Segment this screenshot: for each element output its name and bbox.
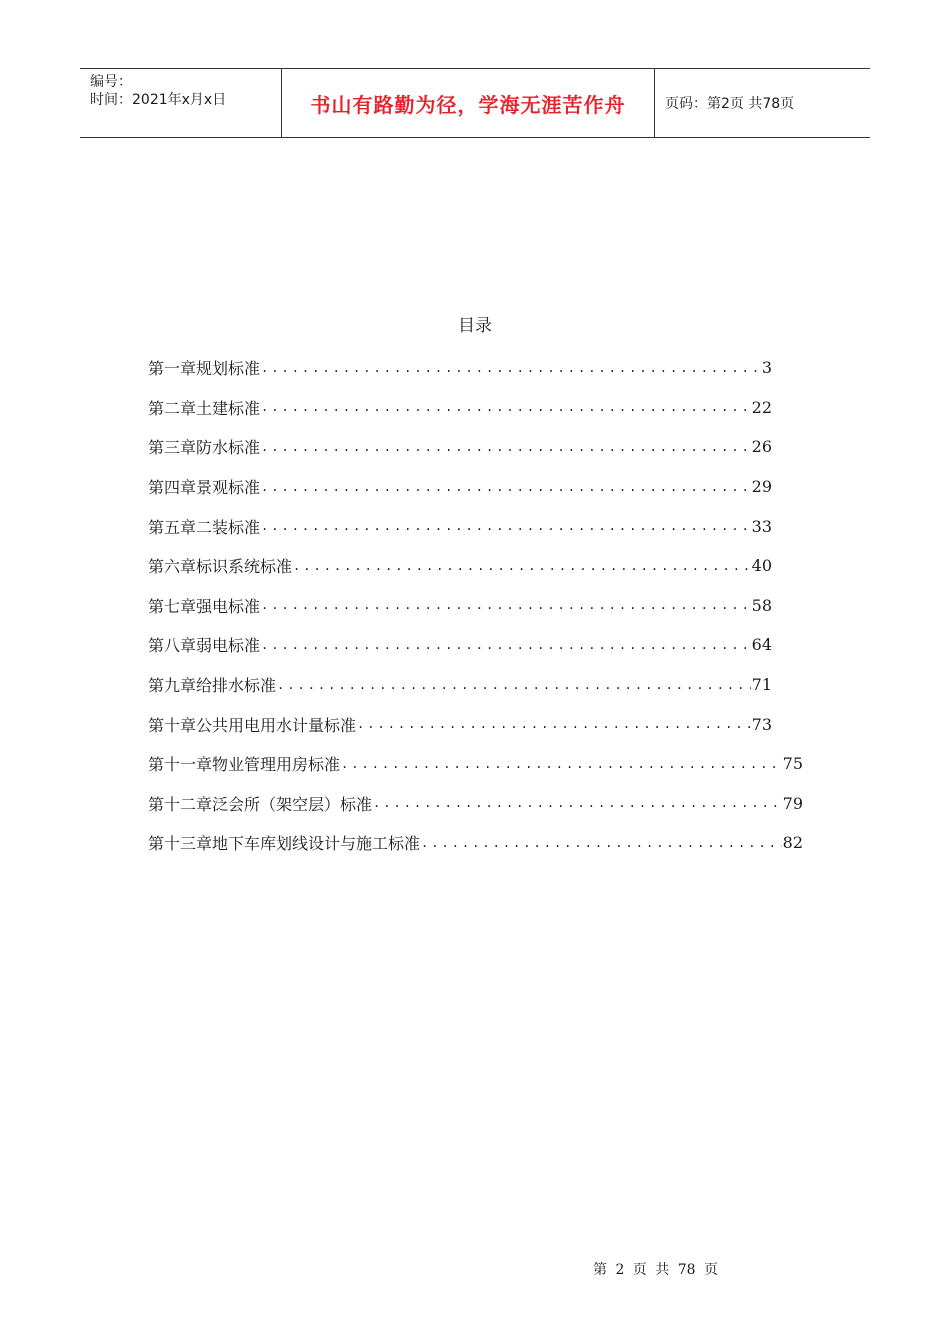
- toc-page-number: 58: [751, 595, 772, 615]
- toc-dot-leader: [341, 757, 782, 771]
- toc-title: 目录: [458, 316, 492, 336]
- toc-chapter-number: 第十一章: [148, 755, 213, 775]
- toc-chapter-number: 第七章: [148, 596, 197, 616]
- header-meta: [80, 69, 280, 137]
- toc-chapter-number: 第五章: [148, 517, 197, 537]
- header-page-info: 页码：第2页 共78页: [665, 96, 795, 112]
- toc-entry[interactable]: [148, 665, 808, 705]
- toc-dot-leader: [261, 361, 761, 375]
- toc-page-number: 22: [751, 397, 772, 417]
- toc-chapter-title: 泛会所（架空层）标准: [212, 794, 373, 814]
- toc-chapter-title: 土建标准: [196, 398, 261, 418]
- toc-dot-leader: [261, 400, 751, 414]
- toc-chapter-title: 弱电标准: [196, 636, 261, 656]
- toc-chapter-number: 第四章: [148, 478, 197, 498]
- toc-dot-leader: [261, 480, 751, 494]
- toc-entry[interactable]: [148, 546, 808, 586]
- header-motto: 书山有路勤为径，学海无涯苦作舟: [310, 92, 626, 117]
- toc-dot-leader: [277, 678, 751, 692]
- toc-chapter-number: 第六章: [148, 557, 197, 577]
- toc-page-number: 75: [782, 754, 803, 774]
- toc-page-number: 64: [751, 635, 772, 655]
- toc-entry[interactable]: [148, 427, 808, 467]
- toc-chapter-number: 第十三章: [148, 834, 213, 854]
- toc-entry[interactable]: [148, 784, 808, 824]
- toc-dot-leader: [373, 796, 782, 810]
- toc-dot-leader: [261, 638, 751, 652]
- toc-page-number: 73: [751, 714, 772, 734]
- toc-entry[interactable]: [148, 625, 808, 665]
- document-number-label: 编号：: [90, 74, 132, 90]
- toc-chapter-number: 第一章: [148, 359, 197, 379]
- toc-chapter-title: 物业管理用房标准: [212, 755, 341, 775]
- toc-chapter-title: 标识系统标准: [196, 557, 293, 577]
- toc-page-number: 3: [761, 358, 772, 378]
- document-time-label: 时间：2021年x月x日: [90, 92, 227, 108]
- toc-chapter-title: 景观标准: [196, 478, 261, 498]
- toc-page-number: 82: [782, 833, 803, 853]
- toc-chapter-title: 强电标准: [196, 596, 261, 616]
- toc-chapter-title: 公共用电用水计量标准: [196, 715, 357, 735]
- toc-chapter-number: 第三章: [148, 438, 197, 458]
- toc-entry[interactable]: [148, 506, 808, 546]
- document-header: [80, 68, 870, 138]
- toc-entry[interactable]: [148, 348, 808, 388]
- toc-dot-leader: [421, 836, 782, 850]
- toc-page-number: 79: [782, 793, 803, 813]
- toc-dot-leader: [293, 559, 751, 573]
- toc-chapter-number: 第二章: [148, 398, 197, 418]
- toc-page-number: 29: [751, 477, 772, 497]
- toc-page-number: 33: [751, 516, 772, 536]
- toc-page-number: 71: [751, 675, 772, 695]
- toc-entry[interactable]: [148, 744, 808, 784]
- toc-chapter-title: 地下车库划线设计与施工标准: [212, 834, 421, 854]
- toc-page-number: 40: [751, 556, 772, 576]
- toc-entry[interactable]: [148, 388, 808, 428]
- toc-entry[interactable]: [148, 467, 808, 507]
- toc-entry[interactable]: [148, 586, 808, 626]
- toc-dot-leader: [261, 440, 751, 454]
- toc-dot-leader: [261, 519, 751, 533]
- toc-chapter-title: 二装标准: [196, 517, 261, 537]
- toc-chapter-number: 第十二章: [148, 794, 213, 814]
- toc-chapter-number: 第十章: [148, 715, 197, 735]
- page-footer: 第 2 页 共 78 页: [593, 1262, 718, 1278]
- toc-chapter-number: 第八章: [148, 636, 197, 656]
- table-of-contents: [148, 348, 808, 863]
- toc-page-number: 26: [751, 437, 772, 457]
- toc-chapter-title: 规划标准: [196, 359, 261, 379]
- toc-chapter-title: 防水标准: [196, 438, 261, 458]
- toc-entry[interactable]: [148, 704, 808, 744]
- toc-chapter-title: 给排水标准: [196, 676, 277, 696]
- toc-chapter-number: 第九章: [148, 676, 197, 696]
- toc-dot-leader: [261, 598, 751, 612]
- toc-dot-leader: [357, 717, 751, 731]
- toc-entry[interactable]: [148, 823, 808, 863]
